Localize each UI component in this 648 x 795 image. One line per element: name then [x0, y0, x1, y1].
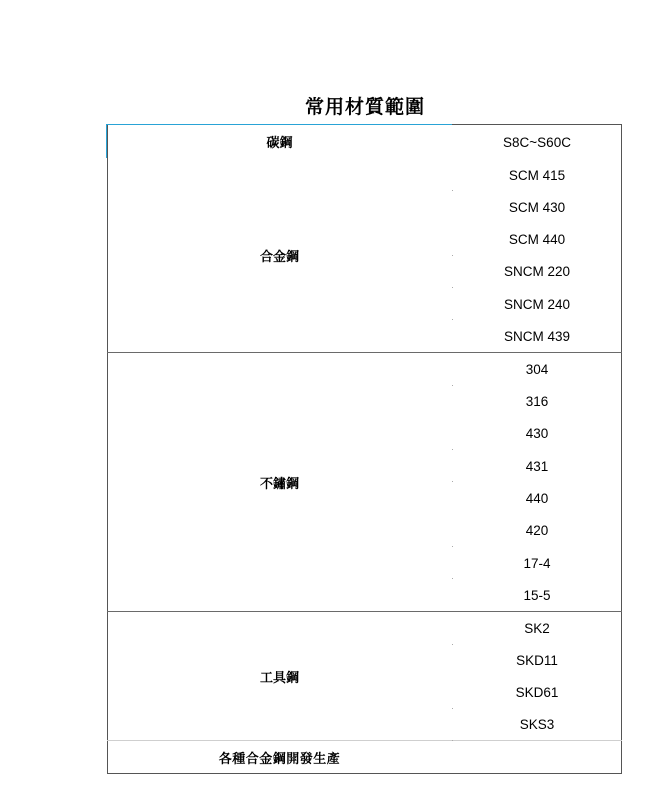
grade-cell: 15-5	[523, 587, 551, 603]
grade-cell: 304	[525, 361, 549, 377]
column-tick	[452, 481, 453, 482]
grade-cell: S8C~S60C	[503, 134, 571, 150]
grade-cell: SCM 415	[508, 167, 566, 183]
column-tick	[452, 319, 453, 320]
grade-cell: SNCM 240	[503, 296, 571, 312]
column-tick	[452, 255, 453, 256]
grade-cell: SNCM 439	[503, 328, 571, 344]
column-tick	[452, 740, 453, 741]
column-tick	[452, 287, 453, 288]
column-tick	[452, 546, 453, 547]
column-tick	[452, 449, 453, 450]
grade-cell: SK2	[524, 620, 550, 636]
category-tool-steel: 工具鋼	[259, 670, 299, 686]
footer-note: 各種合金鋼開發生產	[218, 751, 341, 767]
grade-cell: 420	[525, 522, 549, 538]
page-title: 常用材質範圍	[304, 96, 425, 118]
category-stainless-steel: 不鏽鋼	[259, 476, 299, 492]
category-carbon-steel: 碳鋼	[266, 135, 293, 151]
category-alloy-steel: 合金鋼	[259, 249, 299, 265]
grade-cell: SCM 440	[508, 231, 566, 247]
grade-cell: 440	[525, 490, 549, 506]
column-tick	[452, 385, 453, 386]
grade-cell: SKD11	[516, 652, 558, 668]
grade-cell: SKD61	[515, 684, 559, 700]
grade-cell: 430	[525, 425, 549, 441]
column-tick	[452, 578, 453, 579]
column-tick	[452, 644, 453, 645]
grade-cell: SKS3	[519, 716, 555, 732]
grade-cell: 316	[525, 393, 549, 409]
grade-cell: SNCM 220	[503, 263, 571, 279]
column-tick	[452, 708, 453, 709]
column-tick	[452, 190, 453, 191]
grade-cell: 17-4	[523, 555, 551, 571]
grade-cell: SCM 430	[508, 199, 566, 215]
grade-cell: 431	[525, 458, 549, 474]
